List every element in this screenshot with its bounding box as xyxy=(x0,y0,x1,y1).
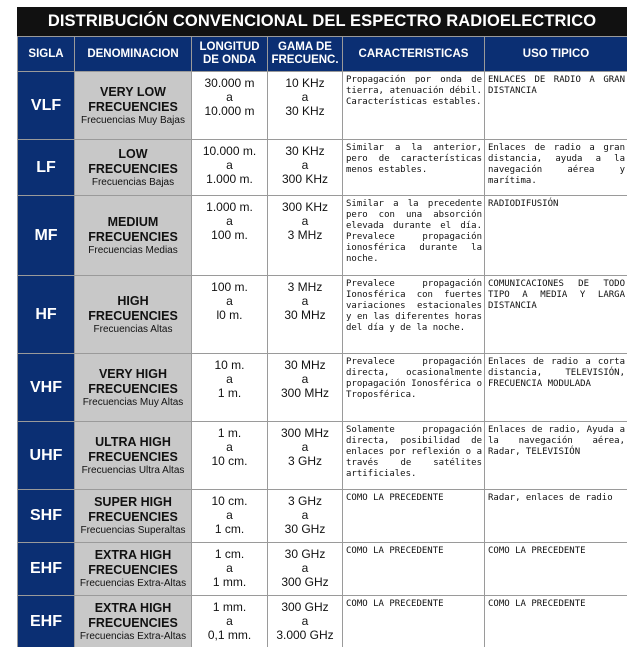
table-row xyxy=(18,276,628,354)
table-row xyxy=(18,354,628,422)
denominacion-name-line2: FRECUENCIES xyxy=(88,563,178,577)
longitud-to: 0,1 mm. xyxy=(207,628,252,642)
denominacion-spanish: Frecuencias Extra-Altas xyxy=(79,578,187,589)
denominacion-cell xyxy=(75,354,192,422)
caracteristicas-cell: Solamente propagación directa, posibilidad de enlaces por reflexión o a través de satélites artificiales. xyxy=(343,422,485,490)
gama-a: a xyxy=(301,372,309,386)
sigla-cell: MF xyxy=(18,196,75,276)
uso-cell: COMO LA PRECEDENTE xyxy=(485,596,628,647)
header-caracteristicas: CARACTERISTICAS xyxy=(343,37,485,72)
longitud-cell xyxy=(192,196,268,276)
gama-cell xyxy=(268,196,343,276)
sigla-cell: EHF xyxy=(18,596,75,647)
caracteristicas-cell: Prevalece propagación directa, ocasionalmente propagación Ionosférica o Troposférica. xyxy=(343,354,485,422)
longitud-a: a xyxy=(226,614,233,628)
sigla-cell: VLF xyxy=(18,72,75,140)
table-row xyxy=(18,422,628,490)
sigla-cell: VHF xyxy=(18,354,75,422)
denominacion-name-line2: FRECUENCIES xyxy=(88,616,178,630)
gama-to: 3 GHz xyxy=(287,454,322,468)
longitud-a: a xyxy=(226,294,233,308)
denominacion-cell xyxy=(75,422,192,490)
gama-a: a xyxy=(301,561,309,575)
longitud-a: a xyxy=(226,214,233,228)
uso-cell: RADIODIFUSIÓN xyxy=(485,196,628,276)
gama-to: 300 KHz xyxy=(281,172,329,186)
denominacion-name-line2: FRECUENCIES xyxy=(88,449,178,464)
longitud-cell xyxy=(192,490,268,543)
gama-from: 10 KHz xyxy=(285,76,325,90)
gama-a: a xyxy=(301,440,309,454)
denominacion-name-line1: EXTRA HIGH xyxy=(94,548,172,562)
header-row xyxy=(18,37,628,72)
denominacion-spanish: Frecuencias Muy Altas xyxy=(82,396,184,408)
uso-cell: COMUNICACIONES DE TODO TIPO A MEDIA Y LARGA DISTANCIA xyxy=(485,276,628,354)
sigla-cell: EHF xyxy=(18,543,75,596)
denominacion-spanish: Frecuencias Altas xyxy=(93,323,173,335)
caracteristicas-cell: Prevalece propagación Ionosférica con fuertes variaciones estacionales y en las diferentes horas del día y de la noche. xyxy=(343,276,485,354)
uso-cell: Enlaces de radio, Ayuda a la navegación aérea, Radar, TELEVISIÓN xyxy=(485,422,628,490)
caracteristicas-cell: COMO LA PRECEDENTE xyxy=(343,596,485,647)
table-row xyxy=(18,196,628,276)
gama-cell xyxy=(268,596,343,647)
gama-a: a xyxy=(301,158,309,172)
gama-to: 3 MHz xyxy=(287,228,323,242)
gama-from: 30 MHz xyxy=(284,358,326,372)
longitud-cell xyxy=(192,422,268,490)
gama-a: a xyxy=(301,214,309,228)
longitud-a: a xyxy=(226,561,233,575)
header-longitud-line1: LONGITUD xyxy=(199,41,260,53)
table-row xyxy=(18,596,628,647)
longitud-a: a xyxy=(226,90,233,104)
header-longitud xyxy=(192,37,268,72)
longitud-a: a xyxy=(226,508,233,522)
denominacion-name-line2: FRECUENCIES xyxy=(88,510,178,524)
longitud-from: 1 m. xyxy=(217,426,242,440)
longitud-from: 10.000 m. xyxy=(202,144,257,158)
denominacion-name-line1: SUPER HIGH xyxy=(94,495,172,509)
longitud-from: 30.000 m xyxy=(204,76,255,90)
denominacion-name-line1: MEDIUM xyxy=(107,214,159,229)
denominacion-name-line1: HIGH xyxy=(117,293,149,308)
denominacion-cell xyxy=(75,140,192,196)
gama-to: 30 KHz xyxy=(285,104,325,118)
denominacion-name-line2: FRECUENCIES xyxy=(88,161,178,176)
denominacion-name-line1: VERY LOW xyxy=(100,84,166,99)
table-row xyxy=(18,490,628,543)
denominacion-cell xyxy=(75,72,192,140)
longitud-a: a xyxy=(226,440,233,454)
longitud-cell xyxy=(192,72,268,140)
denominacion-spanish: Frecuencias Bajas xyxy=(91,176,175,188)
gama-cell xyxy=(268,276,343,354)
denominacion-cell xyxy=(75,196,192,276)
longitud-a: a xyxy=(226,372,233,386)
uso-cell: ENLACES DE RADIO A GRAN DISTANCIA xyxy=(485,72,628,140)
uso-cell: Enlaces de radio a corta distancia, TELEVISIÓN, FRECUENCIA MODULADA xyxy=(485,354,628,422)
denominacion-name-line1: LOW xyxy=(118,146,148,161)
longitud-cell xyxy=(192,276,268,354)
table-row xyxy=(18,72,628,140)
spectrum-table-frame xyxy=(17,7,627,647)
caracteristicas-cell: Similar a la anterior, pero de características menos estables. xyxy=(343,140,485,196)
uso-cell: COMO LA PRECEDENTE xyxy=(485,543,628,596)
longitud-from: 100 m. xyxy=(211,280,248,294)
header-uso: USO TIPICO xyxy=(485,37,628,72)
sigla-cell: LF xyxy=(18,140,75,196)
header-gama-line1: GAMA DE xyxy=(278,41,332,53)
longitud-from: 10 m. xyxy=(214,358,245,372)
denominacion-spanish: Frecuencias Ultra Altas xyxy=(81,464,185,476)
longitud-from: 10 cm. xyxy=(211,494,248,508)
gama-cell xyxy=(268,543,343,596)
longitud-from: 1 mm. xyxy=(212,600,247,614)
denominacion-cell xyxy=(75,276,192,354)
table-body xyxy=(18,72,628,647)
sigla-cell: HF xyxy=(18,276,75,354)
denominacion-name-line1: EXTRA HIGH xyxy=(94,601,172,615)
uso-cell: Radar, enlaces de radio xyxy=(485,490,628,543)
denominacion-cell xyxy=(75,543,192,596)
longitud-to: 1 cm. xyxy=(214,522,245,536)
denominacion-name-line1: VERY HIGH xyxy=(98,366,168,381)
gama-cell xyxy=(268,490,343,543)
gama-from: 30 KHz xyxy=(285,144,325,158)
gama-cell xyxy=(268,422,343,490)
longitud-to: 10.000 m xyxy=(204,104,255,118)
gama-to: 30 GHz xyxy=(284,522,326,536)
longitud-to: 1 m. xyxy=(217,386,242,400)
table-row xyxy=(18,543,628,596)
denominacion-cell xyxy=(75,490,192,543)
longitud-cell xyxy=(192,140,268,196)
longitud-cell xyxy=(192,543,268,596)
header-longitud-line2: DE ONDA xyxy=(202,54,257,66)
gama-a: a xyxy=(301,508,309,522)
longitud-cell xyxy=(192,596,268,647)
gama-to: 3.000 GHz xyxy=(276,628,334,642)
gama-a: a xyxy=(301,614,309,628)
table-title: DISTRIBUCIÓN CONVENCIONAL DEL ESPECTRO RADIOELECTRICO xyxy=(17,7,627,36)
denominacion-spanish: Frecuencias Extra-Altas xyxy=(79,631,187,642)
longitud-cell xyxy=(192,354,268,422)
caracteristicas-cell: COMO LA PRECEDENTE xyxy=(343,490,485,543)
gama-to: 300 GHz xyxy=(281,575,329,589)
longitud-from: 1 cm. xyxy=(214,547,245,561)
denominacion-spanish: Frecuencias Muy Bajas xyxy=(81,114,185,126)
denominacion-spanish: Frecuencias Medias xyxy=(88,244,178,256)
caracteristicas-cell: Similar a la precedente pero con una absorción elevada durante el día. Prevalece propagación ionosférica durante la noche. xyxy=(343,196,485,276)
denominacion-name-line2: FRECUENCIES xyxy=(88,99,178,114)
caracteristicas-cell: COMO LA PRECEDENTE xyxy=(343,543,485,596)
gama-from: 300 GHz xyxy=(281,600,329,614)
table-row xyxy=(18,140,628,196)
header-gama xyxy=(268,37,343,72)
gama-from: 3 GHz xyxy=(287,494,322,508)
gama-cell xyxy=(268,354,343,422)
gama-to: 30 MHz xyxy=(284,308,326,322)
gama-from: 3 MHz xyxy=(287,280,323,294)
uso-cell: Enlaces de radio a gran distancia, ayuda a la navegación aérea y marítima. xyxy=(485,140,628,196)
sigla-cell: UHF xyxy=(18,422,75,490)
gama-to: 300 MHz xyxy=(280,386,330,400)
gama-from: 300 MHz xyxy=(280,426,330,440)
longitud-to: 10 cm. xyxy=(211,454,248,468)
longitud-from: 1.000 m. xyxy=(206,200,253,214)
denominacion-name-line1: ULTRA HIGH xyxy=(95,434,171,449)
spectrum-table xyxy=(17,36,627,647)
denominacion-name-line2: FRECUENCIES xyxy=(88,308,178,323)
denominacion-spanish: Frecuencias Superaltas xyxy=(80,525,186,536)
gama-from: 30 GHz xyxy=(284,547,326,561)
denominacion-name-line2: FRECUENCIES xyxy=(88,229,178,244)
longitud-to: 1 mm. xyxy=(212,575,247,589)
header-denominacion: DENOMINACION xyxy=(75,37,192,72)
denominacion-cell xyxy=(75,596,192,647)
header-gama-line2: FRECUENC. xyxy=(271,54,339,66)
gama-cell xyxy=(268,72,343,140)
gama-a: a xyxy=(301,294,309,308)
header-sigla: SIGLA xyxy=(18,37,75,72)
sigla-cell: SHF xyxy=(18,490,75,543)
denominacion-name-line2: FRECUENCIES xyxy=(88,381,178,396)
gama-cell xyxy=(268,140,343,196)
longitud-to: 100 m. xyxy=(211,228,248,242)
gama-from: 300 KHz xyxy=(281,200,329,214)
caracteristicas-cell: Propagación por onda de tierra, atenuación débil. Características estables. xyxy=(343,72,485,140)
longitud-to: 1.000 m. xyxy=(206,172,253,186)
longitud-to: l0 m. xyxy=(216,308,243,322)
longitud-a: a xyxy=(226,158,233,172)
gama-a: a xyxy=(301,90,309,104)
